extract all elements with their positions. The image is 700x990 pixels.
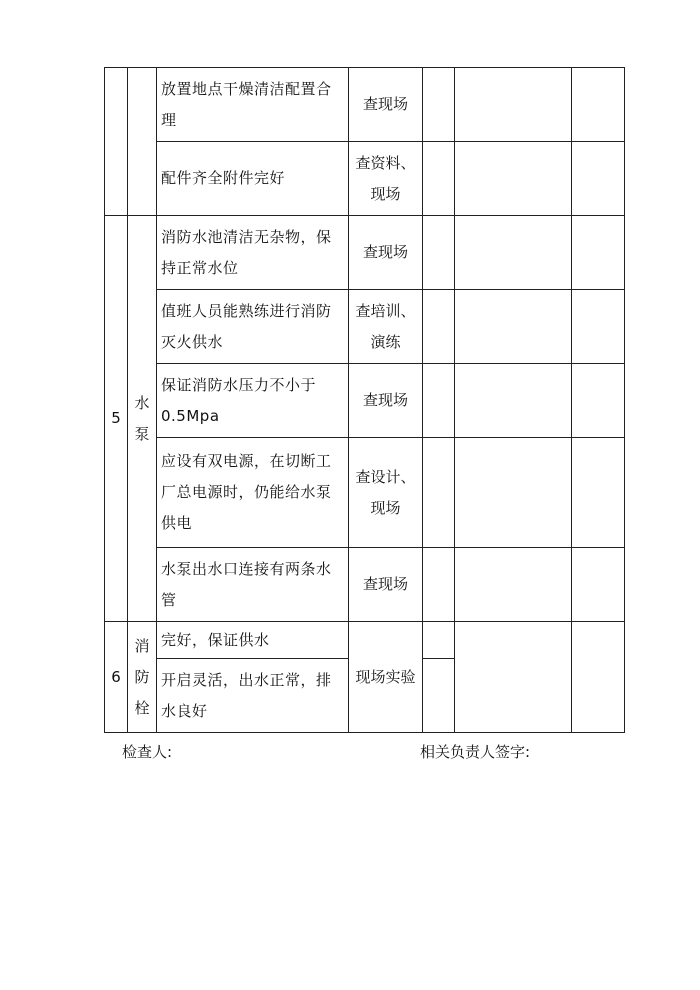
blank-cell [423,142,455,216]
blank-cell [423,216,455,290]
table-row [105,290,625,364]
blank-cell [423,622,455,659]
blank-cell [455,364,572,438]
item-number: 5 [105,216,128,622]
check-method: 查现场 [349,216,423,290]
table-row [105,142,625,216]
blank-cell [423,659,455,733]
blank-cell [572,142,625,216]
blank-cell [455,548,572,622]
category-cell [128,68,157,216]
blank-cell [572,216,625,290]
blank-cell [455,438,572,548]
blank-cell [423,290,455,364]
blank-cell [455,622,572,733]
table-row [105,364,625,438]
check-item: 水泵出水口连接有两条水管 [157,548,349,622]
check-method: 查现场 [349,68,423,142]
check-method: 查设计、现场 [349,438,423,548]
blank-cell [572,438,625,548]
category-label: 消防栓 [134,636,150,717]
blank-cell [423,548,455,622]
table-row [105,438,625,548]
category-cell [128,216,157,622]
check-method: 查现场 [349,548,423,622]
blank-cell [572,364,625,438]
blank-cell [455,142,572,216]
check-item: 开启灵活，出水正常，排水良好 [157,659,349,733]
check-method: 查培训、演练 [349,290,423,364]
table-row [105,216,625,290]
responsible-signature-label: 相关负责人签字: [420,743,531,761]
category-cell [128,622,157,733]
check-item: 配件齐全附件完好 [157,142,349,216]
check-item: 完好，保证供水 [157,622,349,659]
blank-cell [423,68,455,142]
check-item: 消防水池清洁无杂物，保持正常水位 [157,216,349,290]
blank-cell [572,622,625,733]
check-method: 查资料、现场 [349,142,423,216]
check-item: 保证消防水压力不小于0.5Mpa [157,364,349,438]
blank-cell [423,364,455,438]
item-number: 6 [105,622,128,733]
check-item: 放置地点干燥清洁配置合理 [157,68,349,142]
item-number [105,68,128,216]
blank-cell [572,548,625,622]
check-method: 现场实验 [349,622,423,733]
blank-cell [455,216,572,290]
inspection-table [104,67,625,733]
check-method: 查现场 [349,364,423,438]
blank-cell [455,290,572,364]
category-label: 水泵 [134,393,150,443]
table-row [105,68,625,142]
check-item: 应设有双电源，在切断工厂总电源时，仍能给水泵供电 [157,438,349,548]
blank-cell [455,68,572,142]
inspector-signature-label: 检查人: [122,743,173,761]
table-row [105,622,625,659]
blank-cell [572,68,625,142]
table-row [105,548,625,622]
blank-cell [423,438,455,548]
blank-cell [572,290,625,364]
check-item: 值班人员能熟练进行消防灭火供水 [157,290,349,364]
